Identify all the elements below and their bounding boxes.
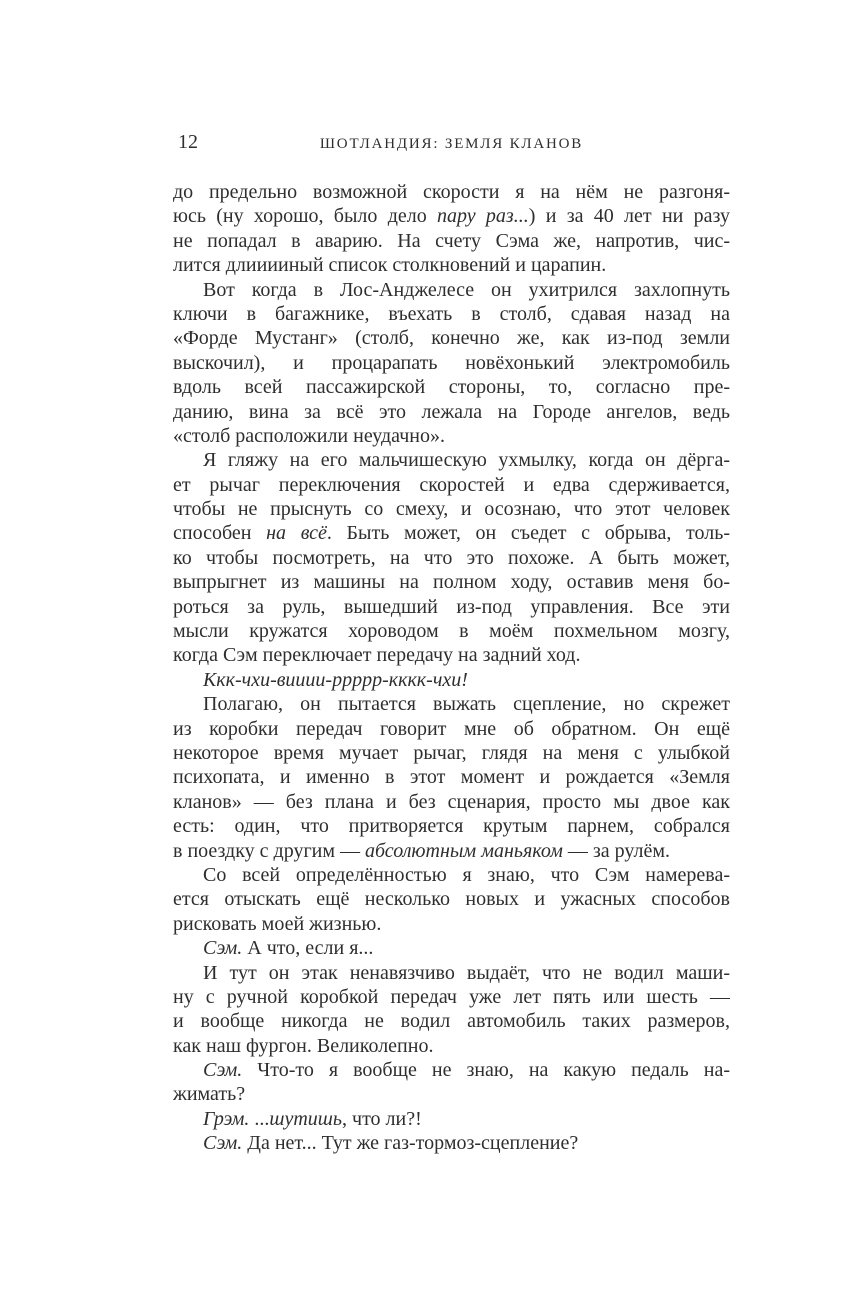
text-segment: роться за руль, вышедший из-под управления. Все эти <box>173 595 730 618</box>
text-segment: чтобы не прыснуть со смеху, и осознаю, что этот человек <box>173 498 730 521</box>
text-line <box>173 424 730 448</box>
text-segment: мысли кружатся хороводом в моём похмельном мозгу, <box>173 620 730 643</box>
paragraph <box>173 936 730 960</box>
text-segment: Сэм. <box>203 1059 243 1082</box>
paragraph <box>173 1058 730 1107</box>
text-segment: выпрыгнет из машины на полном ходу, оставив меня бо- <box>173 571 730 594</box>
text-segment: Что-то я вообще не знаю, на какую педаль на- <box>242 1059 730 1082</box>
paragraph <box>173 1107 730 1131</box>
text-line <box>173 619 730 643</box>
text-segment: есть: один, что притворяется крутым парнем, собрался <box>173 815 730 838</box>
text-line <box>173 668 730 692</box>
text-line <box>173 546 730 570</box>
text-segment: ет рычаг переключения скоростей и едва сдерживается, <box>173 473 730 496</box>
text-line <box>173 643 730 667</box>
text-segment: пару раз... <box>437 205 529 228</box>
text-segment: Грэм. <box>203 1107 250 1130</box>
text-segment: ) и за 40 лет ни разу <box>528 205 730 228</box>
text-segment: способен <box>173 522 267 545</box>
text-line <box>173 717 730 741</box>
text-line <box>173 1082 730 1106</box>
text-segment: Я гляжу на его мальчишескую ухмылку, когда он дёрга- <box>203 449 730 472</box>
text-segment: данию, вина за всё это лежала на Городе ангелов, ведь <box>173 400 730 423</box>
paragraph <box>173 668 730 692</box>
text-segment: вдоль всей пассажирской стороны, то, согласно пре- <box>173 376 730 399</box>
text-segment: ну с ручной коробкой передач уже лет пять или шесть — <box>173 985 730 1008</box>
text-segment: . Быть может, он съедет с обрыва, толь- <box>326 522 730 545</box>
text-segment: и вообще никогда не водил автомобиль таких размеров, <box>173 1010 730 1033</box>
running-head-title: ШОТЛАНДИЯ: ЗЕМЛЯ КЛАНОВ <box>319 136 584 152</box>
text-segment: Со всей определённостью я знаю, что Сэм намерева- <box>203 863 730 886</box>
text-segment: ется отыскать ещё несколько новых и ужасных способов <box>173 888 730 911</box>
text-line <box>173 473 730 497</box>
text-segment: ко чтобы посмотреть, на что это похоже. А быть может, <box>173 546 730 569</box>
paragraph <box>173 1131 730 1155</box>
text-line <box>173 790 730 814</box>
text-segment: жимать? <box>173 1083 246 1106</box>
page-number: 12 <box>178 131 198 153</box>
text-line <box>173 961 730 985</box>
text-segment: Ккк-чхи-вииии-ррррр-кккк-чхи! <box>203 668 468 691</box>
text-segment: шутишь <box>269 1107 343 1130</box>
paragraph <box>173 278 730 449</box>
paragraph <box>173 180 730 278</box>
text-segment: ключи в багажнике, въехать в столб, сдавая назад на <box>173 302 730 325</box>
text-line <box>173 839 730 863</box>
text-segment: Да нет... Тут же газ-тормоз-сцепление? <box>242 1132 579 1155</box>
text-segment: некоторое время мучает рычаг, глядя на меня с улыбкой <box>173 741 730 764</box>
text-segment: когда Сэм переключает передачу на задний ход. <box>173 644 581 667</box>
text-line <box>173 692 730 716</box>
text-segment: выскочил), и процарапать новёхонький электромобиль <box>173 351 730 374</box>
body-text <box>173 180 730 1156</box>
text-segment: не попадал в аварию. На счету Сэма же, напротив, чис- <box>173 229 730 252</box>
text-segment: Сэм. <box>203 937 243 960</box>
text-segment: психопата, и именно в этот момент и рождается «Земля <box>173 766 730 789</box>
text-segment: ... <box>249 1107 270 1130</box>
text-segment: «Форде Мустанг» (столб, конечно же, как из-под земли <box>173 327 730 350</box>
text-line <box>173 570 730 594</box>
text-line <box>173 448 730 472</box>
text-line <box>173 936 730 960</box>
paragraph <box>173 961 730 1059</box>
text-line <box>173 1058 730 1082</box>
text-line <box>173 912 730 936</box>
text-segment: кланов» — без плана и без сценария, просто мы двое как <box>173 790 730 813</box>
text-segment: из коробки передач говорит мне об обратном. Он ещё <box>173 717 730 740</box>
text-segment: Вот когда в Лос-Анджелесе он ухитрился захлопнуть <box>203 278 730 301</box>
text-segment: «столб расположили неудачно». <box>173 424 445 447</box>
text-line <box>173 863 730 887</box>
text-line <box>173 1107 730 1131</box>
text-segment: — за рулём. <box>562 839 671 862</box>
text-line <box>173 985 730 1009</box>
text-line <box>173 741 730 765</box>
text-line <box>173 497 730 521</box>
text-segment: до предельно возможной скорости я на нём не разгоня- <box>173 181 730 203</box>
text-segment: в поездку с другим — <box>173 839 366 862</box>
text-segment: юсь (ну хорошо, было дело <box>173 205 438 228</box>
text-line <box>173 814 730 838</box>
text-line <box>173 1009 730 1033</box>
text-line <box>173 229 730 253</box>
paragraph <box>173 448 730 668</box>
text-segment: как наш фургон. Великолепно. <box>173 1034 434 1057</box>
text-line <box>173 400 730 424</box>
text-line <box>173 302 730 326</box>
text-line <box>173 375 730 399</box>
text-line <box>173 887 730 911</box>
text-line <box>173 326 730 350</box>
text-line <box>173 765 730 789</box>
text-segment: абсолютным маньяком <box>365 839 563 862</box>
text-segment: И тут он этак ненавязчиво выдаёт, что не водил маши- <box>203 961 730 984</box>
text-segment: , что ли?! <box>342 1107 422 1130</box>
text-segment: рисковать моей жизнью. <box>173 912 382 935</box>
text-segment: на всё <box>266 522 327 545</box>
text-segment: лится длииииный список столкновений и царапин. <box>173 254 607 277</box>
text-line <box>173 204 730 228</box>
text-line <box>173 1034 730 1058</box>
text-line <box>173 521 730 545</box>
text-line <box>173 278 730 302</box>
text-line <box>173 180 730 204</box>
text-segment: Сэм. <box>203 1132 243 1155</box>
paragraph <box>173 692 730 863</box>
paragraph <box>173 863 730 936</box>
text-line <box>173 595 730 619</box>
text-segment: А что, если я... <box>242 937 374 960</box>
text-line <box>173 351 730 375</box>
text-line <box>173 1131 730 1155</box>
text-line <box>173 253 730 277</box>
text-segment: Полагаю, он пытается выжать сцепление, но скрежет <box>203 693 730 716</box>
